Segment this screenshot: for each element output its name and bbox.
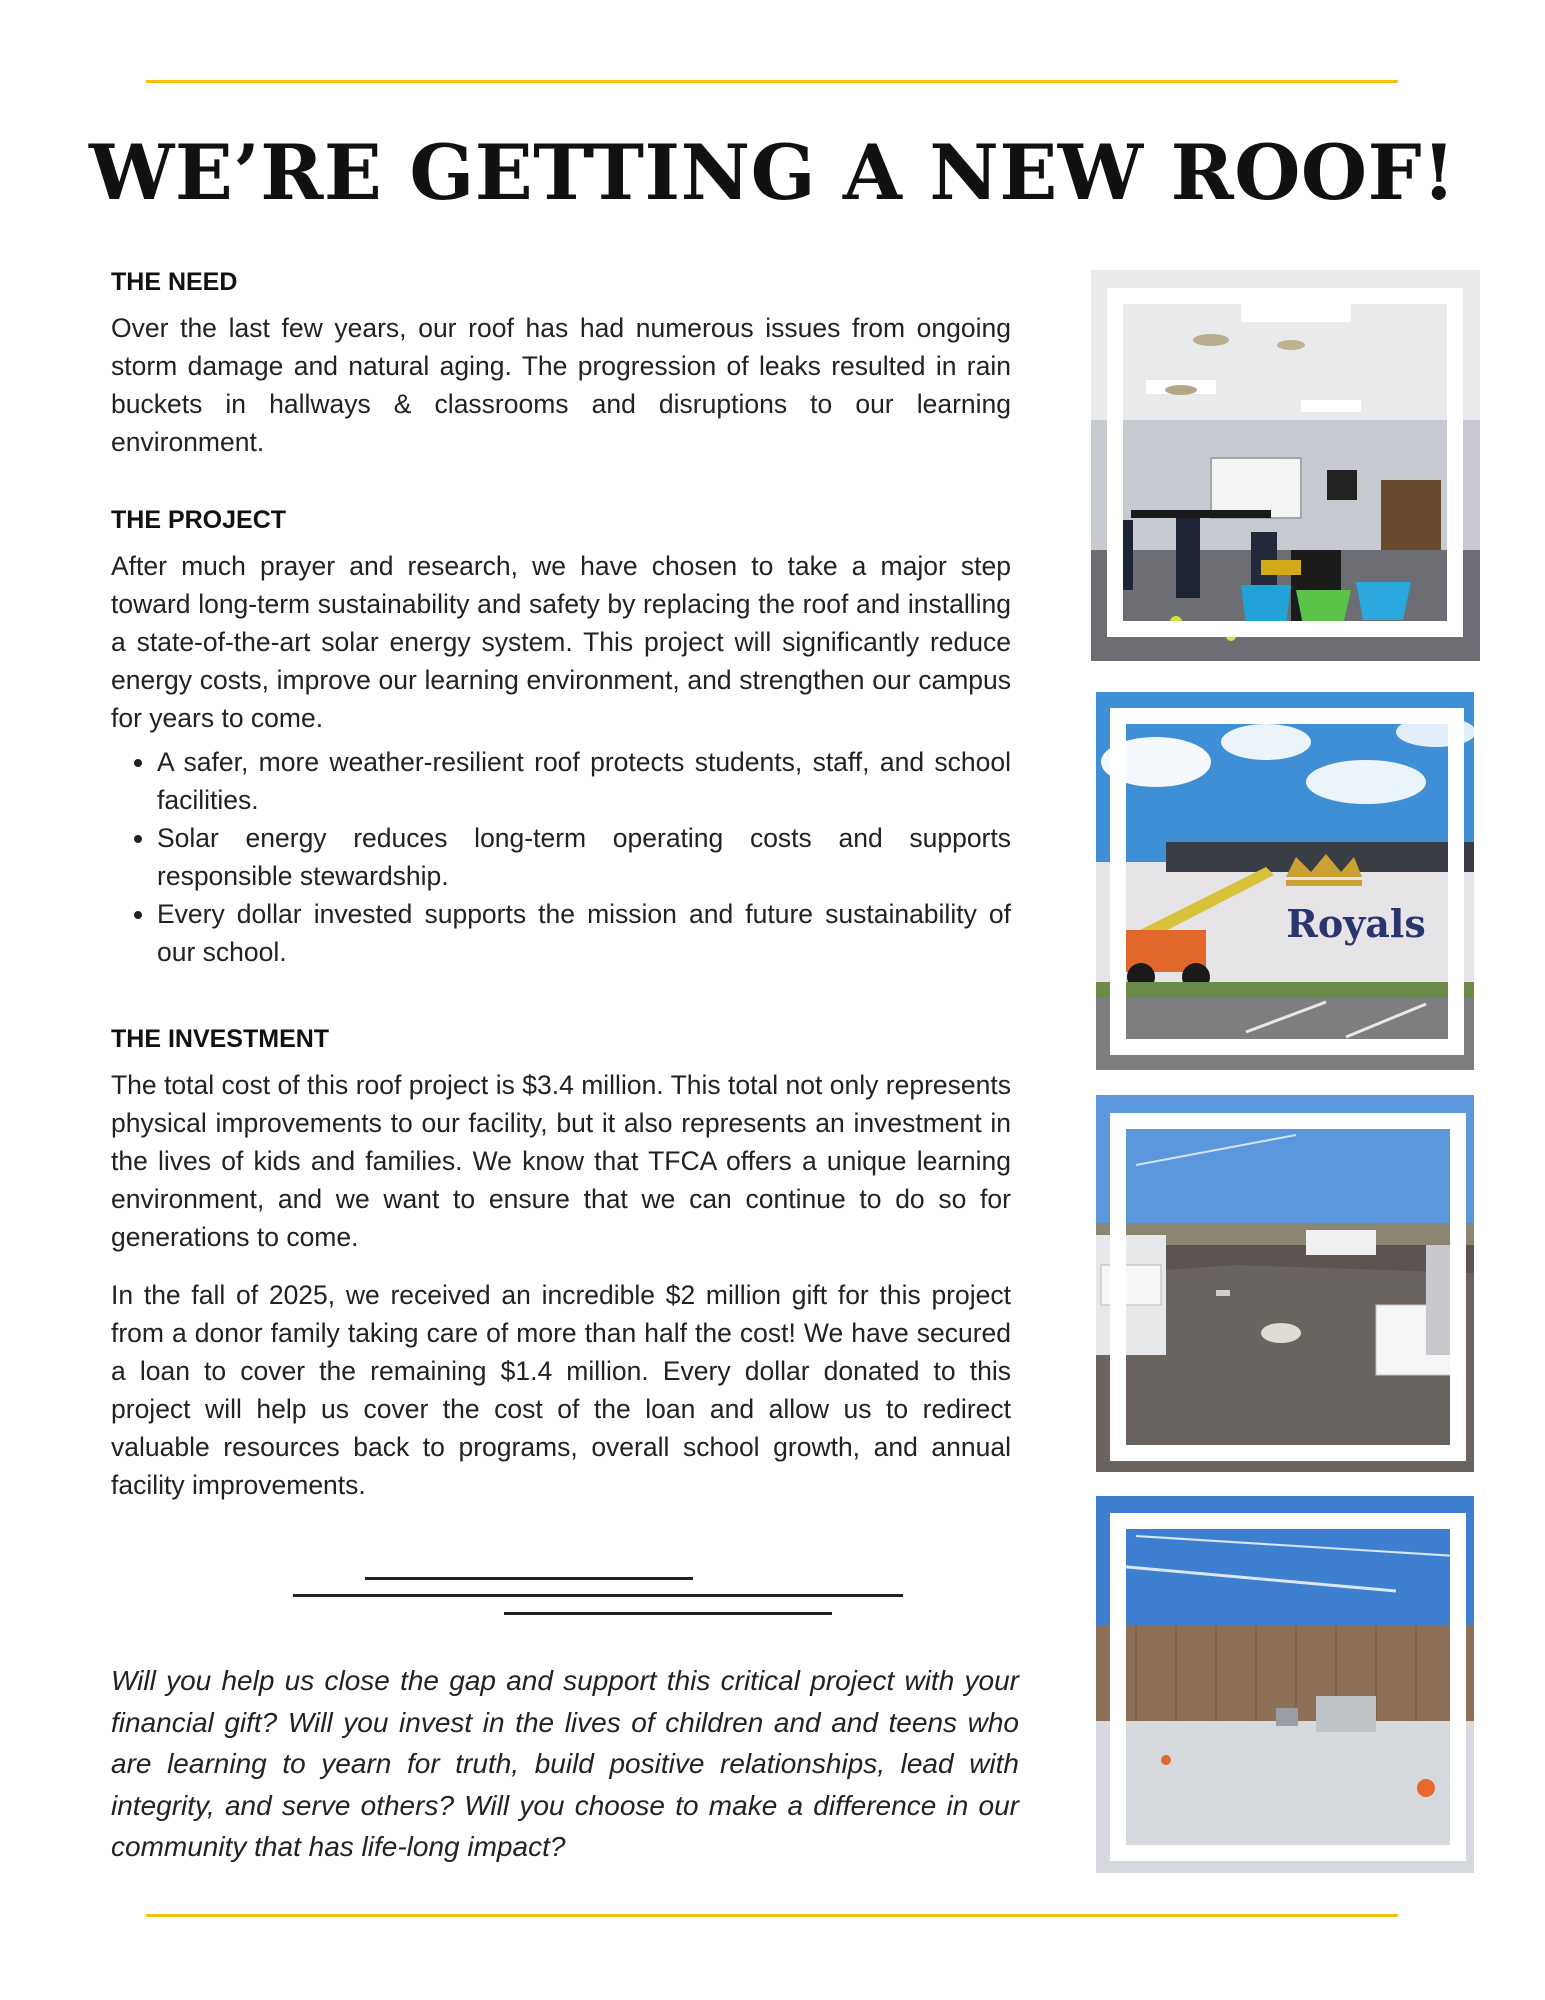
new-roof-photo [1096, 1496, 1474, 1873]
top-accent-rule [146, 80, 1398, 83]
project-benefits-list [111, 743, 1011, 971]
list-item: • Every dollar invested supports the mission and future sustainability of our school. [157, 895, 1011, 971]
photo-frame [1110, 708, 1464, 1055]
list-item: • Solar energy reduces long-term operating costs and supports responsible stewardship. [157, 819, 1011, 895]
photo-frame [1110, 1113, 1466, 1461]
need-body: Over the last few years, our roof has had numerous issues from ongoing storm damage and natural aging. The progression of leaks resulted in rain buckets in hallways & classrooms and disruptions to our learning environment. [111, 313, 1011, 457]
closing-appeal: Will you help us close the gap and support this critical project with your financial gift? Will you invest in the lives of children and and teens who are learning to yearn for truth, build positive relationships, lead with integrity, and serve others? Will you choose to make a difference in our community that has life-long impact? [111, 1665, 1019, 1862]
project-body: After much prayer and research, we have chosen to take a major step toward long-term sustainability and safety by replacing the roof and installing a state-of-the-art solar energy system. This project will significantly reduce energy costs, improve our learning environment, and strengthen our campus for years to come. [111, 551, 1011, 733]
project-section [111, 506, 1011, 971]
investment-section [111, 1025, 1011, 1504]
divider-line-long [293, 1594, 903, 1597]
photo-frame [1110, 1513, 1466, 1861]
classroom-leak-photo [1091, 270, 1480, 661]
need-section [111, 268, 1011, 461]
royals-sign-text: Royals [1286, 901, 1426, 946]
page-title: WE’RE GETTING A NEW ROOF! [89, 128, 1456, 217]
school-building-photo [1096, 692, 1474, 1070]
investment-body-2: In the fall of 2025, we received an incredible $2 million gift for this project from a donor family taking care of more than half the cost! We have secured a loan to cover the remaining $1.4 million. Every dollar donated to this project will help us cover the cost of the loan and allow us to redirect valuable resources back to programs, overall school growth, and annual facility improvements. [111, 1280, 1011, 1500]
investment-body-1: The total cost of this roof project is $3.4 million. This total not only represents physical improvements to our facility, but it also represents an investment in the lives of kids and families. We know that TFCA offers a unique learning environment, and we want to ensure that we can continue to do so for generations to come. [111, 1070, 1011, 1252]
roof-deck-photo [1096, 1095, 1474, 1472]
investment-heading: THE INVESTMENT [111, 1025, 330, 1053]
bottom-accent-rule [146, 1914, 1398, 1917]
list-item: • A safer, more weather-resilient roof protects students, staff, and school facilities. [157, 743, 1011, 819]
divider-line-short-top [365, 1577, 693, 1580]
photo-frame [1107, 288, 1463, 637]
project-heading: THE PROJECT [111, 506, 287, 534]
divider-line-short-bottom [504, 1612, 832, 1615]
need-heading: THE NEED [111, 268, 238, 296]
